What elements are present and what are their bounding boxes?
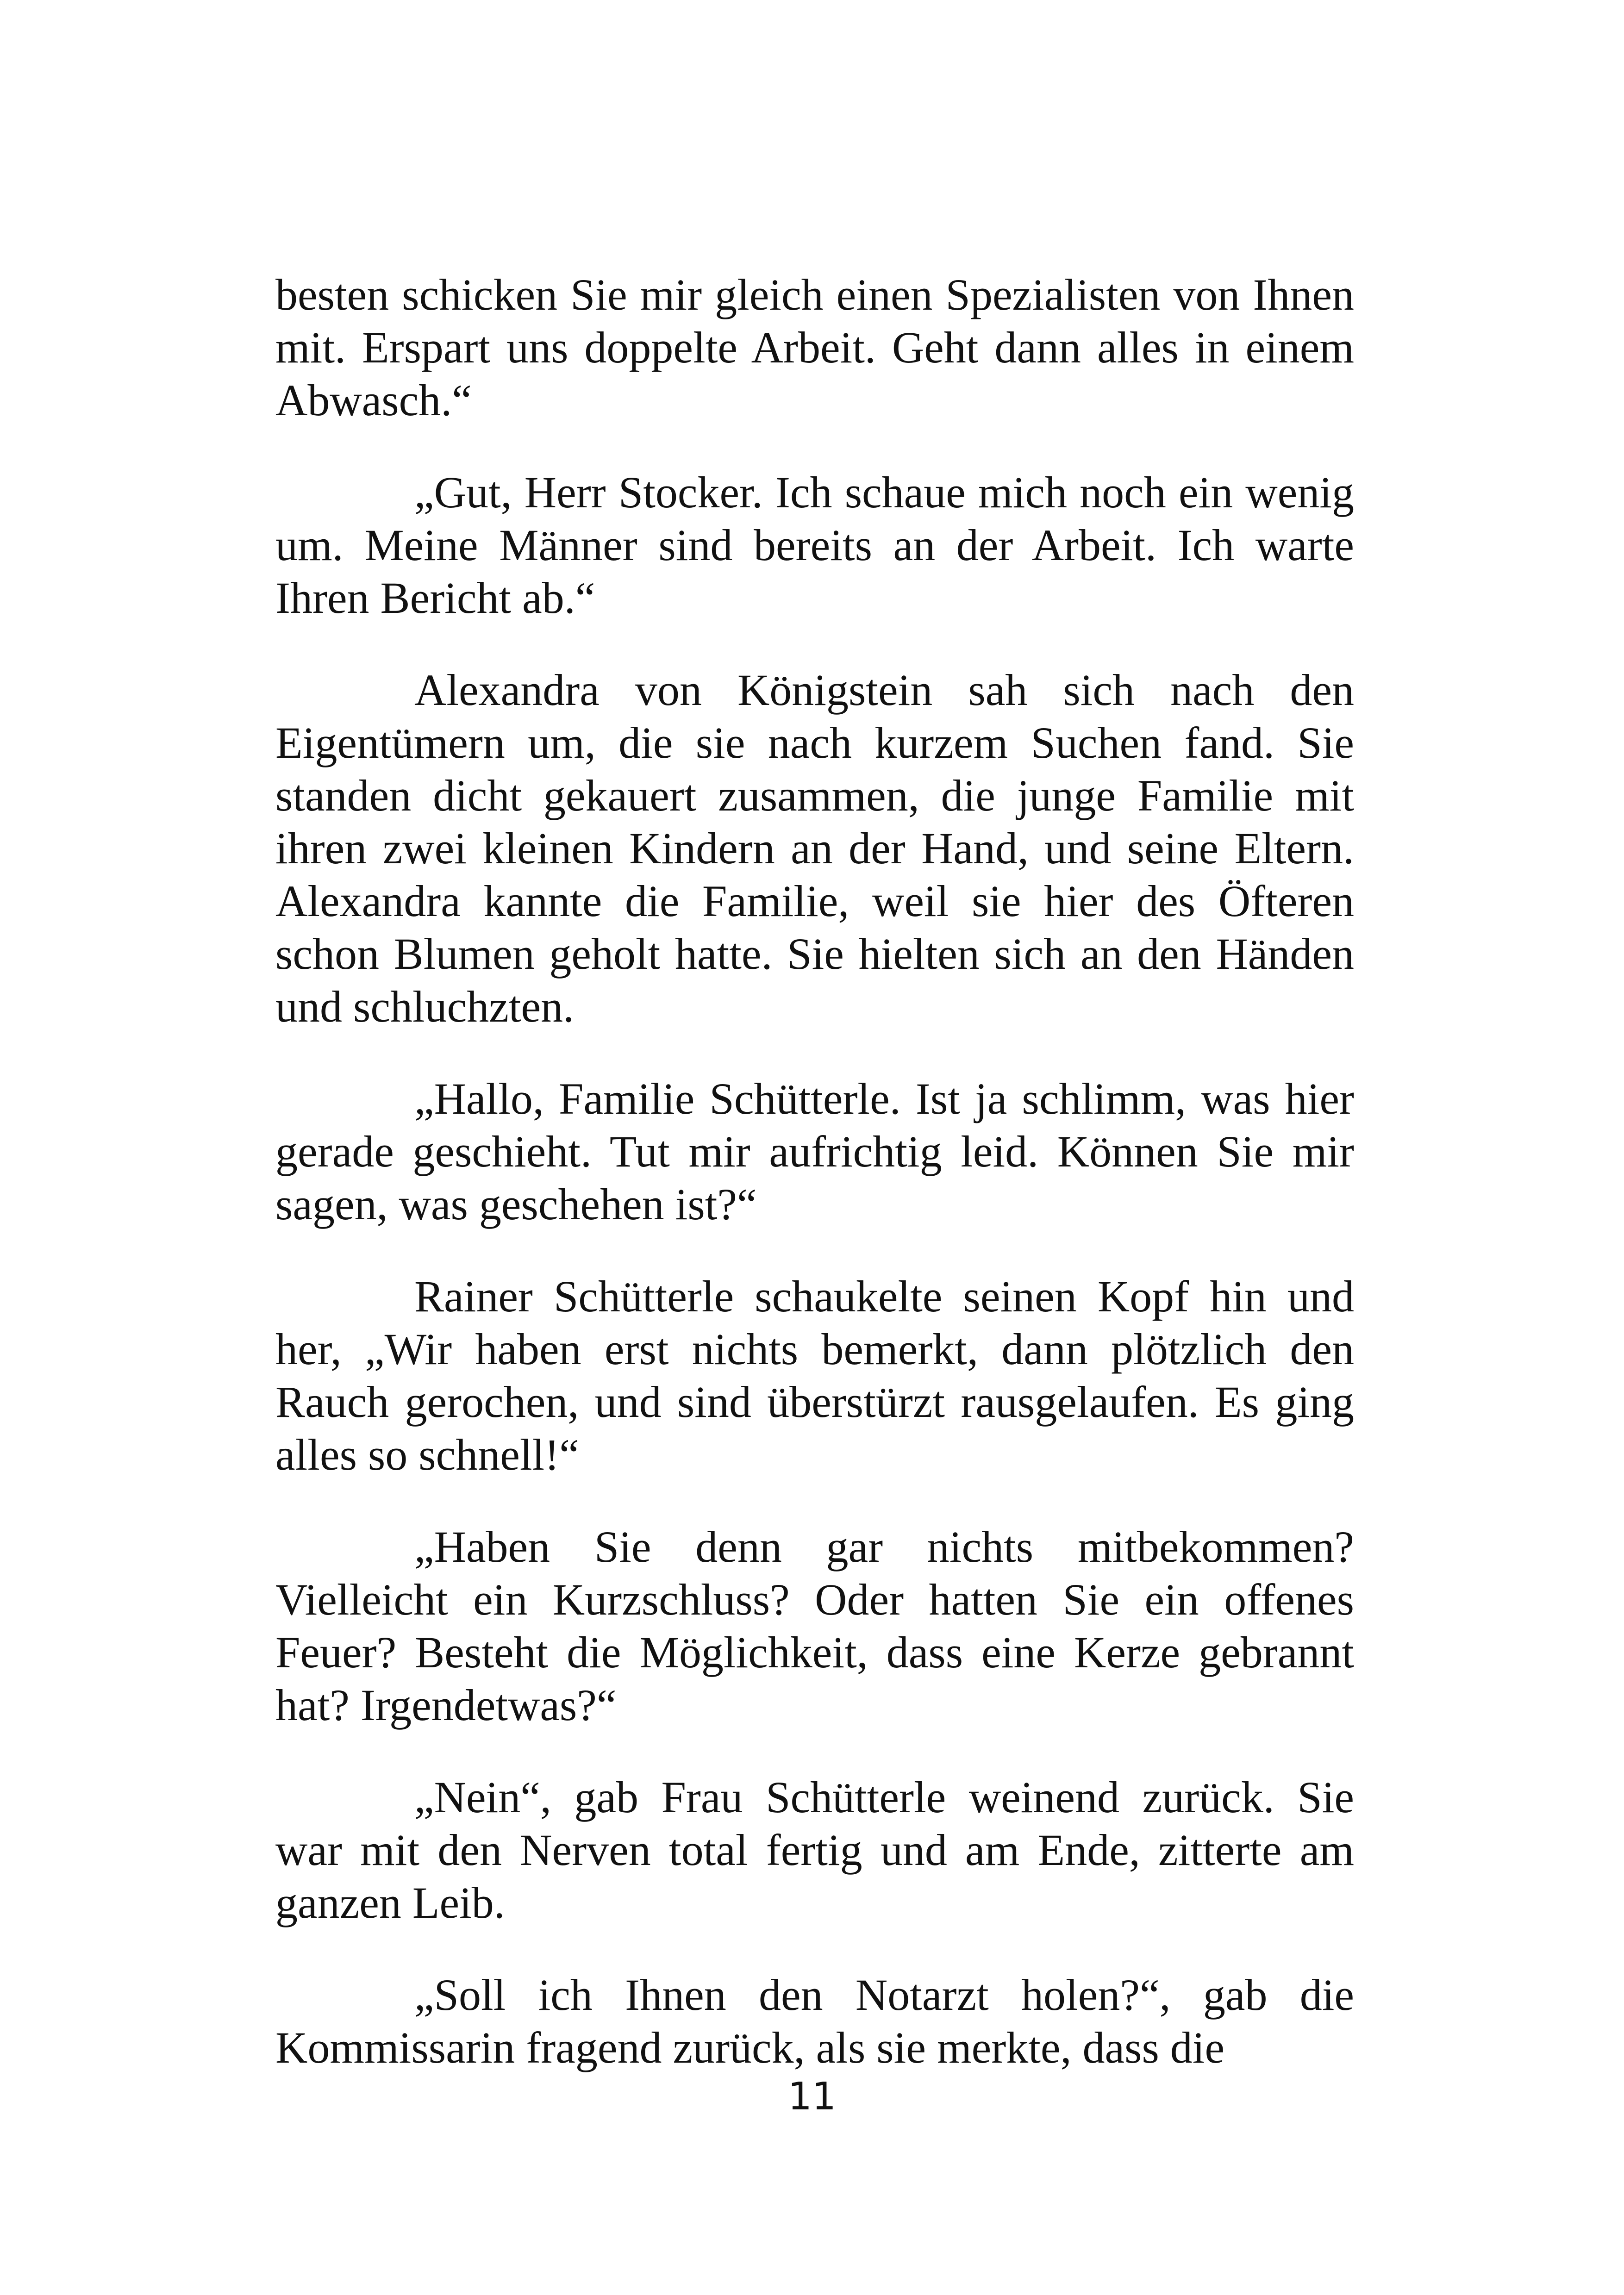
paragraph: Alexandra von Königstein sah sich nach den Eigentümern um, die sie nach kurzem Suchen fand. Sie standen dicht gekauert zusammen, die junge Familie mit ihren zwei kleinen Kindern an der Hand, und seine Eltern. Alexandra kannte die Familie, weil sie hier des Öfteren schon Blumen geholt hatte. Sie hielten sich an den Händen und schluchzten. bbox=[275, 665, 1354, 1031]
paragraph: „Hallo, Familie Schütterle. Ist ja schlimm, was hier gerade geschieht. Tut mir aufrichtig leid. Können Sie mir sagen, was geschehen ist?“ bbox=[275, 1074, 1354, 1229]
paragraph: „Gut, Herr Stocker. Ich schaue mich noch ein wenig um. Meine Männer sind bereits an der Arbeit. Ich warte Ihren Bericht ab.“ bbox=[275, 468, 1354, 623]
paragraph: „Soll ich Ihnen den Notarzt holen?“, gab die Kommissarin fragend zurück, als sie merkte, dass die bbox=[275, 1970, 1354, 2072]
paragraph: Rainer Schütterle schaukelte seinen Kopf hin und her, „Wir haben erst nichts bemerkt, dann plötzlich den Rauch gerochen, und sind überstürzt rausgelaufen. Es ging alles so schnell!“ bbox=[275, 1272, 1354, 1479]
paragraph-continuation: besten schicken Sie mir gleich einen Spezialisten von Ihnen mit. Erspart uns doppelte Arbeit. Geht dann alles in einem Abwasch.“ bbox=[275, 270, 1354, 425]
page-number: 11 bbox=[787, 2075, 837, 2119]
body-text bbox=[275, 268, 1354, 2114]
paragraph: „Nein“, gab Frau Schütterle weinend zurück. Sie war mit den Nerven total fertig und am Ende, zitterte am ganzen Leib. bbox=[275, 1772, 1354, 1927]
paragraph: „Haben Sie denn gar nichts mitbekommen? Vielleicht ein Kurzschluss? Oder hatten Sie ein offenes Feuer? Besteht die Möglichkeit, dass eine Kerze gebrannt hat? Irgendetwas?“ bbox=[275, 1522, 1354, 1730]
